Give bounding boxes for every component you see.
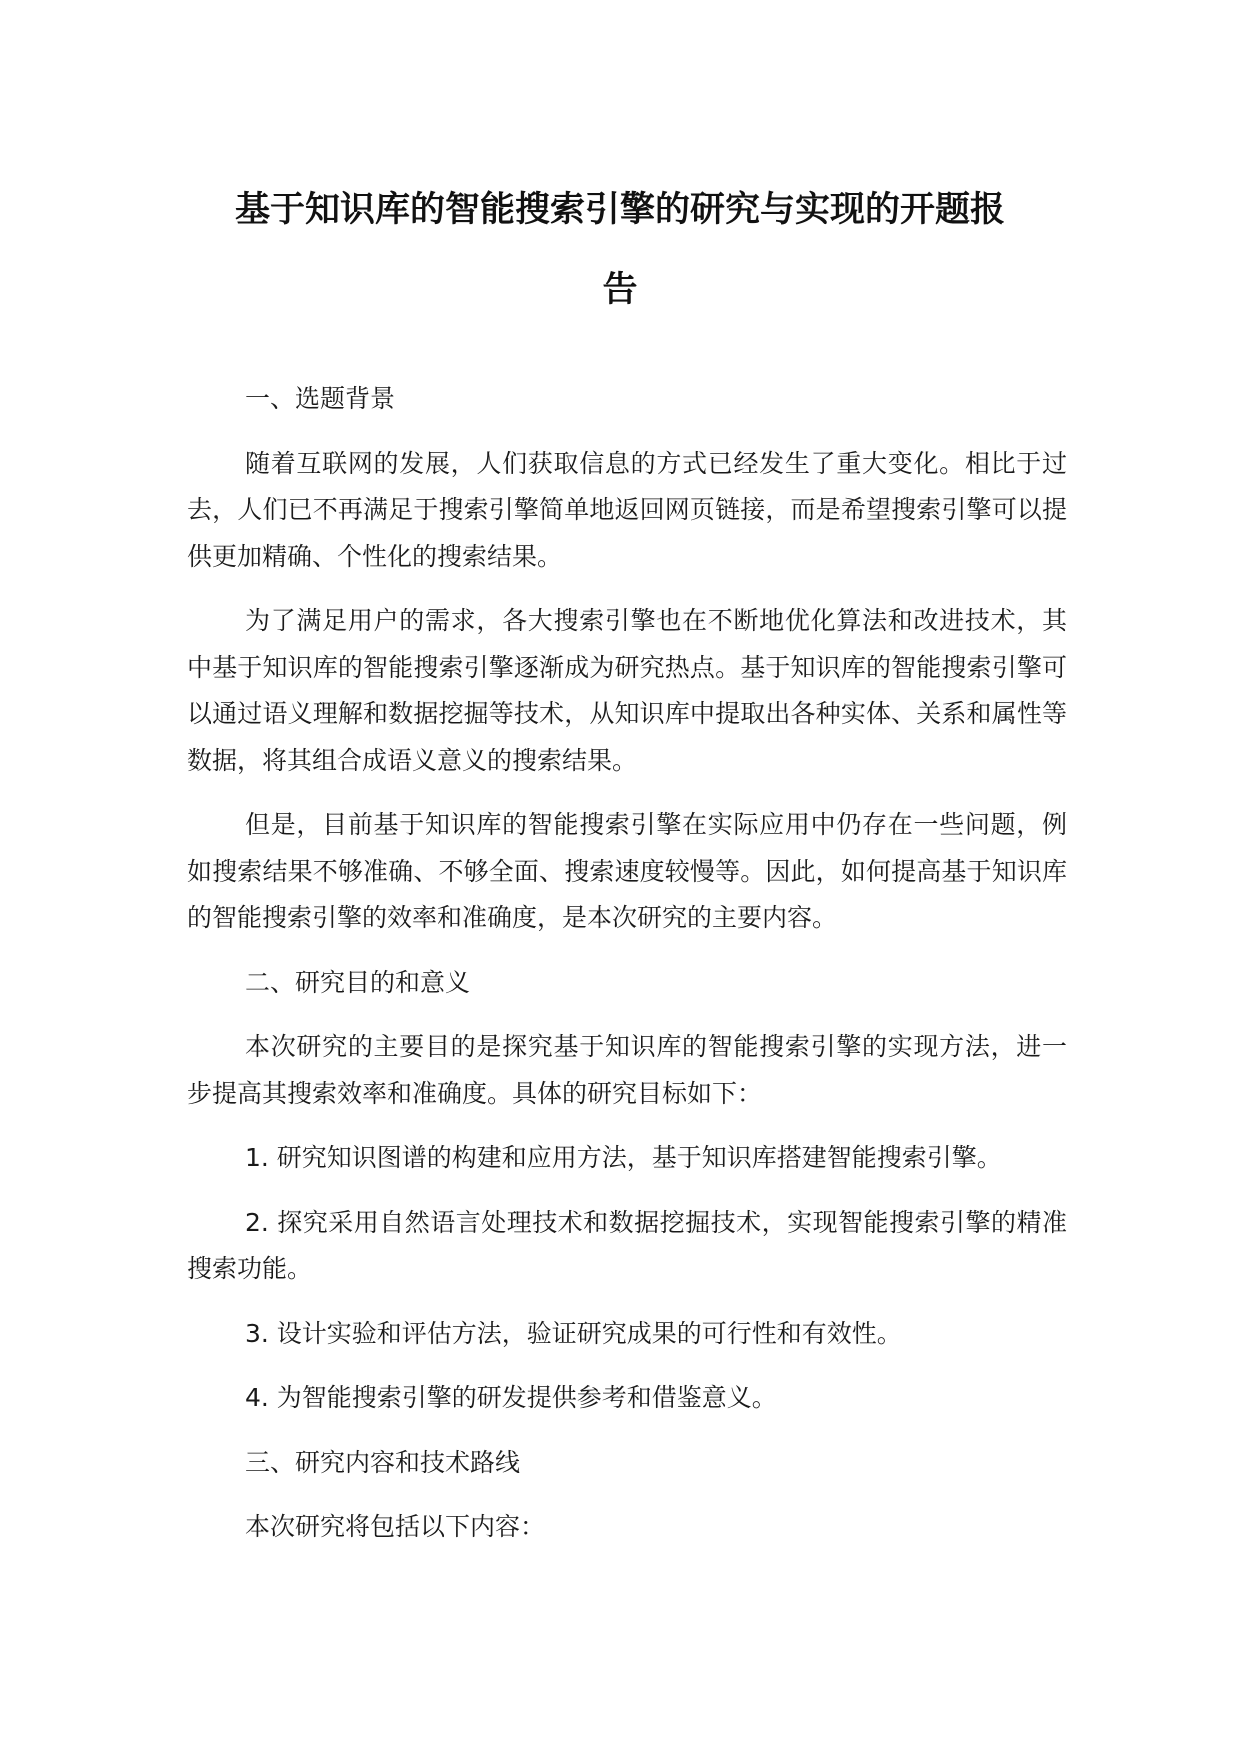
list-item: 3. 设计实验和评估方法，验证研究成果的可行性和有效性。 xyxy=(245,1318,902,1348)
paragraph: 但是，目前基于知识库的智能搜索引擎在实际应用中仍存在一些问题，例如搜索结果不够准确、不够全面、搜索速度较慢等。因此，如何提高基于知识库的智能搜索引擎的效率和准确度，是本次研究的主要内容。 xyxy=(187,810,1067,932)
paragraph: 为了满足用户的需求，各大搜索引擎也在不断地优化算法和改进技术，其中基于知识库的智能搜索引擎逐渐成为研究热点。基于知识库的智能搜索引擎可以通过语义理解和数据挖掘等技术，从知识库中提取出各种实体、关系和属性等数据，将其组合成语义意义的搜索结果。 xyxy=(187,606,1067,775)
document-title-line-2: 告 xyxy=(602,270,638,310)
section-heading-background: 一、选题背景 xyxy=(245,384,396,413)
list-item: 4. 为智能搜索引擎的研发提供参考和借鉴意义。 xyxy=(245,1383,777,1412)
list-item: 1. 研究知识图谱的构建和应用方法，基于知识库搭建智能搜索引擎。 xyxy=(245,1143,1002,1172)
document-body xyxy=(187,376,1067,1569)
paragraph: 本次研究将包括以下内容： xyxy=(245,1512,546,1541)
paragraph: 随着互联网的发展，人们获取信息的方式已经发生了重大变化。相比于过去，人们已不再满足于搜索引擎简单地返回网页链接，而是希望搜索引擎可以提供更加精确、个性化的搜索结果。 xyxy=(187,448,1067,571)
paragraph: 本次研究的主要目的是探究基于知识库的智能搜索引擎的实现方法，进一步提高其搜索效率和准确度。具体的研究目标如下： xyxy=(187,1032,1067,1108)
list-item: 2. 探究采用自然语言处理技术和数据挖掘技术，实现智能搜索引擎的精准搜索功能。 xyxy=(187,1207,1067,1283)
section-heading-content: 三、研究内容和技术路线 xyxy=(245,1447,521,1477)
document-title-line-1: 基于知识库的智能搜索引擎的研究与实现的开题报 xyxy=(234,190,1005,230)
section-heading-purpose: 二、研究目的和意义 xyxy=(245,967,471,997)
